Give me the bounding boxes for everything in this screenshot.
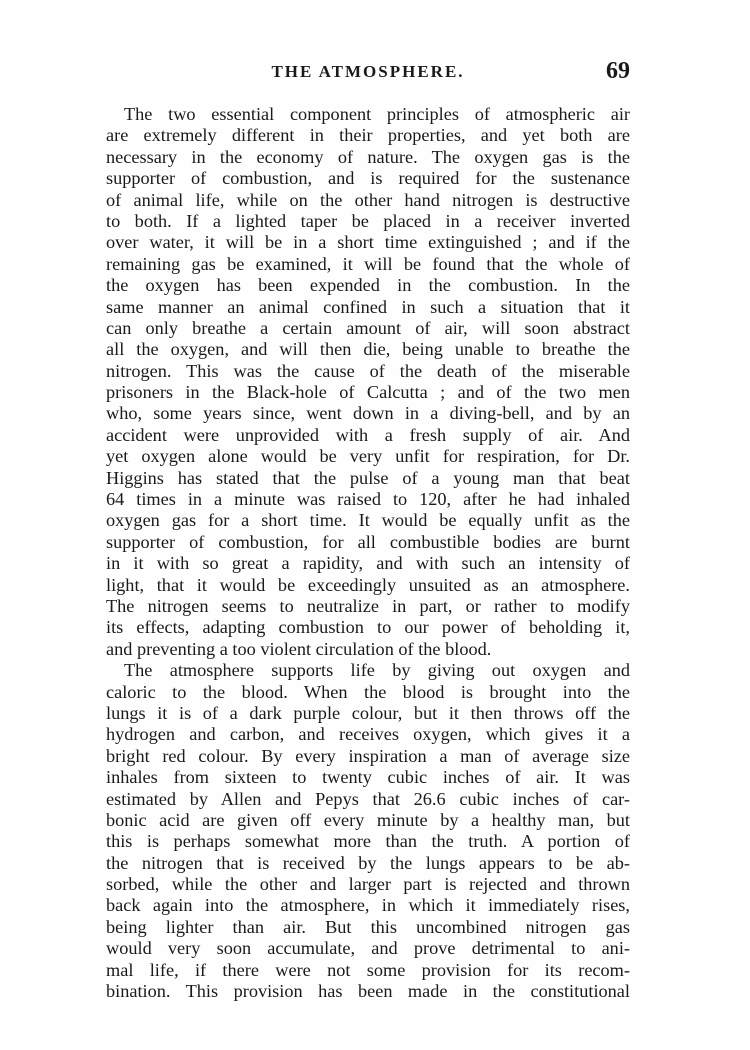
text-line: to both. If a lighted taper be placed in a receiver inverted: [106, 210, 630, 231]
text-line: mal life, if there were not some provision for its recom-: [106, 959, 630, 980]
text-line: estimated by Allen and Pepys that 26.6 cubic inches of car-: [106, 788, 630, 809]
text-line: inhales from sixteen to twenty cubic inches of air. It was: [106, 767, 630, 788]
text-line: the nitrogen that is received by the lungs appears to be ab-: [106, 852, 630, 873]
text-line: would very soon accumulate, and prove detrimental to ani-: [106, 938, 630, 959]
page-number: 69: [606, 58, 630, 84]
text-line: the oxygen has been expended in the combustion. In the: [106, 275, 630, 296]
text-line: remaining gas be examined, it will be found that the whole of: [106, 253, 630, 274]
text-line: necessary in the economy of nature. The oxygen gas is the: [106, 146, 630, 167]
text-line: lungs it is of a dark purple colour, but it then throws off the: [106, 702, 630, 723]
text-line: can only breathe a certain amount of air, will soon abstract: [106, 317, 630, 338]
text-line: The atmosphere supports life by giving out oxygen and: [124, 660, 630, 681]
text-line: light, that it would be exceedingly unsuited as an atmosphere.: [106, 574, 630, 595]
text-line: Higgins has stated that the pulse of a young man that beat: [106, 467, 630, 488]
text-line: who, some years since, went down in a diving-bell, and by an: [106, 403, 630, 424]
text-line: of animal life, while on the other hand nitrogen is destructive: [106, 189, 630, 210]
body-text: [106, 104, 630, 1002]
text-line: nitrogen. This was the cause of the death of the miserable: [106, 360, 630, 381]
text-line: hydrogen and carbon, and receives oxygen, which gives it a: [106, 724, 630, 745]
text-line: all the oxygen, and will then die, being unable to breathe the: [106, 339, 630, 360]
text-line: its effects, adapting combustion to our power of beholding it,: [106, 617, 630, 638]
text-line: sorbed, while the other and larger part is rejected and thrown: [106, 874, 630, 895]
text-line: this is perhaps somewhat more than the truth. A portion of: [106, 831, 630, 852]
text-line: supporter of combustion, for all combustible bodies are burnt: [106, 531, 630, 552]
text-line: in it with so great a rapidity, and with such an intensity of: [106, 553, 630, 574]
text-line: The two essential component principles of atmospheric air: [124, 104, 630, 124]
text-line: yet oxygen alone would be very unfit for respiration, for Dr.: [106, 446, 630, 467]
text-line: supporter of combustion, and is required for the sustenance: [106, 168, 630, 189]
text-line: accident were unprovided with a fresh supply of air. And: [106, 424, 630, 445]
text-line: over water, it will be in a short time extinguished ; and if the: [106, 232, 630, 253]
text-line: bright red colour. By every inspiration a man of average size: [106, 745, 630, 766]
text-line: back again into the atmosphere, in which it immediately rises,: [106, 895, 630, 916]
text-line: same manner an animal confined in such a situation that it: [106, 296, 630, 317]
text-line: oxygen gas for a short time. It would be equally unfit as the: [106, 510, 630, 531]
text-line: caloric to the blood. When the blood is brought into the: [106, 681, 630, 702]
text-line: bination. This provision has been made in the constitutional: [106, 981, 630, 1002]
text-line: are extremely different in their properties, and yet both are: [106, 125, 630, 146]
text-line: bonic acid are given off every minute by a healthy man, but: [106, 809, 630, 830]
text-line-paragraph-end: and preventing a too violent circulation of the blood.: [106, 638, 492, 659]
text-line: The nitrogen seems to neutralize in part, or rather to modify: [106, 595, 630, 616]
text-line: being lighter than air. But this uncombined nitrogen gas: [106, 916, 630, 937]
text-line: 64 times in a minute was raised to 120, after he had inhaled: [106, 489, 630, 510]
running-head: [106, 58, 630, 88]
text-line: prisoners in the Black-hole of Calcutta ; and of the two men: [106, 382, 630, 403]
running-title: THE ATMOSPHERE.: [271, 62, 465, 81]
